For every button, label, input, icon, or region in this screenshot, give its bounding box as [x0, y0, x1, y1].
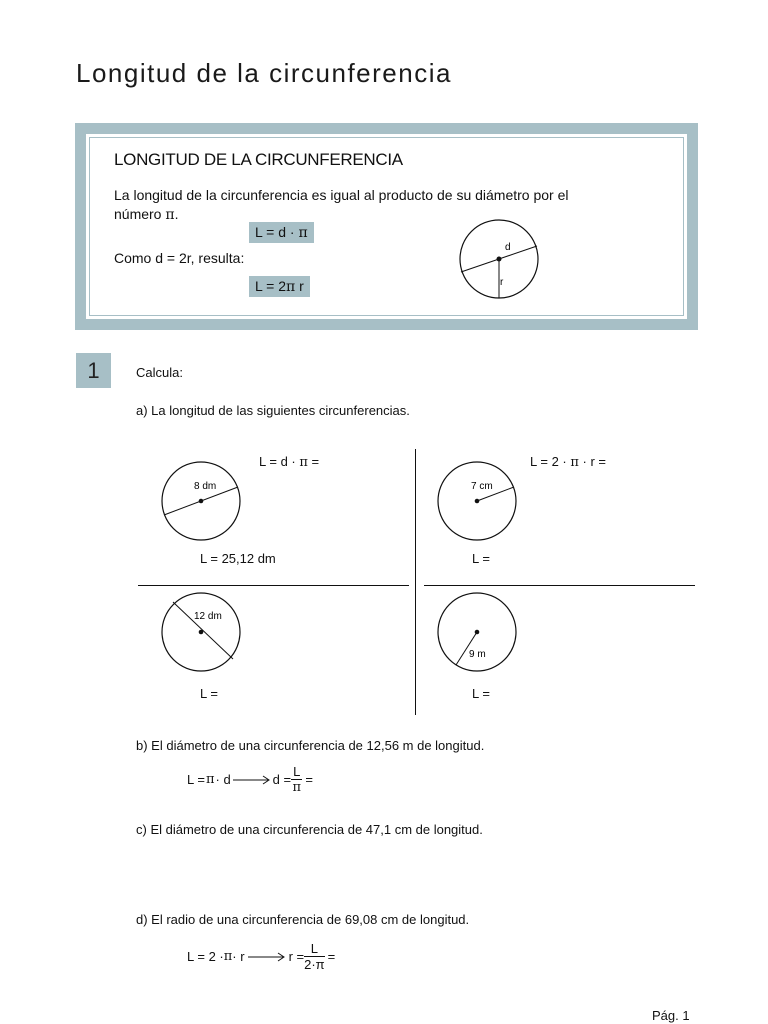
definition-text-prefix: número — [114, 206, 166, 222]
equals-sign: = — [305, 772, 313, 787]
answer-8dm: L = 25,12 dm — [200, 551, 276, 566]
circle-12dm — [158, 591, 244, 677]
pi-symbol: π — [205, 772, 215, 787]
center-point — [475, 630, 480, 635]
page-number: Pág. 1 — [652, 1008, 690, 1023]
circle-7cm-label: 7 cm — [471, 481, 493, 492]
formula-left — [259, 454, 319, 470]
center-point — [475, 499, 480, 504]
fraction-numerator: L — [304, 941, 325, 957]
circle-12dm-label: 12 dm — [194, 611, 222, 622]
part-c-label: c) El diámetro de una circunferencia de 47,1 cm de longitud. — [136, 822, 483, 837]
circle-8dm-label: 8 dm — [194, 481, 217, 492]
exercise-number-badge: 1 — [76, 353, 111, 388]
center-point — [497, 257, 502, 262]
equals-sign: = — [327, 949, 336, 964]
answer-12dm: L = — [200, 686, 218, 701]
center-point — [199, 499, 204, 504]
page-title: Longitud de la circunferencia — [76, 58, 452, 88]
grid-horizontal-divider-left — [138, 585, 409, 586]
fraction-denominator: π — [292, 780, 301, 795]
pi-symbol: π — [570, 455, 579, 470]
formula-l-equals-2-pi-r — [249, 276, 310, 297]
formula-left-prefix: L = d · — [259, 454, 300, 469]
pi-symbol: π — [223, 949, 233, 964]
part-d-formula — [187, 941, 335, 972]
pi-symbol: π — [165, 207, 175, 223]
formula-right-suffix: · r = — [578, 454, 606, 469]
info-box-heading: LONGITUD DE LA CIRCUNFERENCIA — [114, 150, 403, 169]
formula-right — [530, 454, 606, 470]
arrow-icon — [247, 952, 287, 962]
part-b-formula-mid: · d — [215, 772, 231, 787]
definition-text-line2 — [114, 206, 178, 223]
part-d-result-prefix: r = — [288, 949, 305, 964]
pi-symbol: π — [286, 279, 296, 295]
como-text: Como d = 2r, resulta: — [114, 250, 245, 266]
circle-7cm — [434, 459, 520, 545]
part-b-formula — [187, 764, 313, 795]
circle-9m-label: 9 m — [469, 649, 486, 660]
period: . — [174, 206, 179, 222]
fraction-denominator: 2·π — [304, 957, 325, 972]
pi-symbol: π — [298, 225, 308, 241]
formula2-prefix: L = 2 — [255, 278, 287, 294]
circle-9m — [434, 591, 520, 677]
fraction-numerator: L — [293, 764, 301, 779]
formula2-suffix: r — [295, 278, 304, 294]
pi-symbol: π — [299, 455, 308, 470]
answer-9m: L = — [472, 686, 490, 701]
center-point — [199, 630, 204, 635]
diameter-label: d — [505, 242, 511, 253]
radius-label: r — [500, 277, 504, 288]
grid-vertical-divider — [415, 449, 416, 715]
answer-7cm: L = — [472, 551, 490, 566]
part-d-formula-suffix: · r — [232, 949, 245, 964]
formula-left-suffix: = — [307, 454, 320, 469]
fraction-l-over-2pi — [304, 941, 325, 972]
fraction-l-over-pi — [291, 764, 302, 795]
circle-8dm — [158, 459, 244, 545]
grid-horizontal-divider-right — [424, 585, 695, 586]
part-d-formula-prefix: L = 2 · — [187, 949, 224, 964]
formula-l-equals-d-pi — [249, 222, 314, 243]
exercise-instruction: Calcula: — [136, 365, 183, 380]
part-a-label: a) La longitud de las siguientes circunferencias. — [136, 403, 410, 418]
arrow-icon — [232, 775, 272, 785]
formula1-text: L = d · — [255, 224, 299, 240]
part-b-label: b) El diámetro de una circunferencia de 12,56 m de longitud. — [136, 738, 485, 753]
formula-right-prefix: L = 2 · — [530, 454, 571, 469]
part-b-formula-prefix: L = — [187, 772, 205, 787]
definition-text-line1: La longitud de la circunferencia es igual al producto de su diámetro por el — [114, 187, 569, 203]
circle-diagram — [455, 215, 545, 305]
part-d-label: d) El radio de una circunferencia de 69,08 cm de longitud. — [136, 912, 470, 927]
part-b-result-prefix: d = — [272, 772, 292, 787]
